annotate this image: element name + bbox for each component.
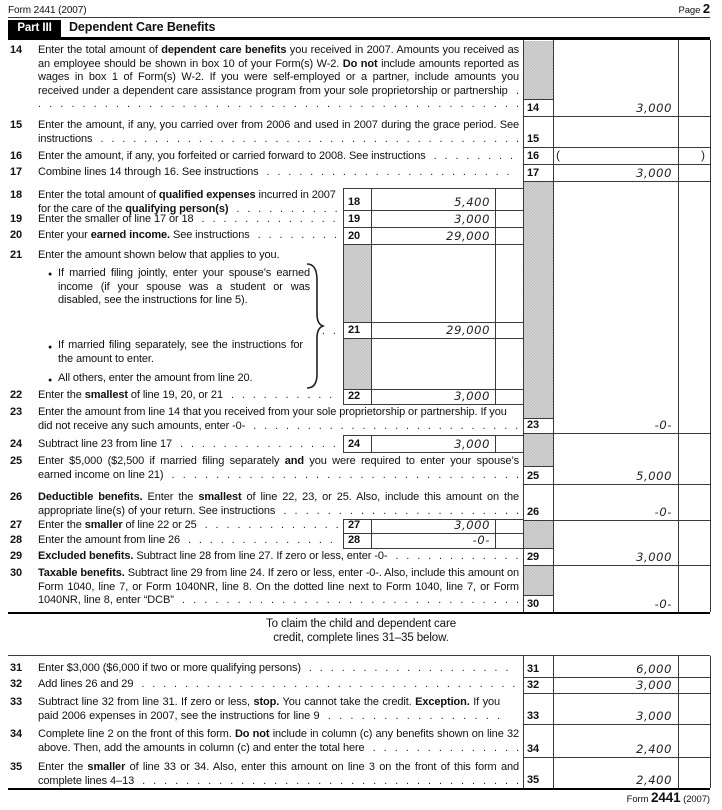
line16-paren-close: ) [701,148,705,162]
line34-box-number: 34 [527,743,540,755]
grid-line [495,435,496,452]
line30-number: 30 [10,567,23,579]
grid-line [553,656,554,788]
footer-form-id [0,791,710,807]
grid-line [343,227,523,228]
line32-amount[interactable]: 3,000 [636,678,672,692]
note-line-2: credit, complete lines 31–35 below. [273,631,449,644]
line27-number: 27 [10,519,23,531]
grid-line [553,40,554,612]
rule [8,17,710,18]
page-indicator [0,2,710,18]
grid-line [523,548,553,549]
line18-text: Enter the total amount of qualified expenses incurred in 2007 for the care of the qualifying person(s) . . . . . . . . . . [38,189,338,215]
line27-box-number: 27 [348,519,361,531]
line26-text: Deductible benefits. Enter the smallest of line 22, 23, or 25. Also, include this amount on the appropriate line(s) of your return. See instructions . . . . . . . . . . . . . . . . . . . . . . [38,491,519,517]
line34-number: 34 [10,728,23,740]
line15-text: Enter the amount, if any, you carried over from 2006 and used in 2007 during the grace period. See instructions . . . . . . . . . . . . . . . . . . . . . . . . . . . . . . . . . . . . . . . [38,119,519,145]
line14-box-number: 14 [527,102,540,114]
bullet-icon: ● [48,344,53,351]
line28-box-number: 28 [348,534,361,546]
line14-amount[interactable]: 3,000 [636,101,672,115]
line30-amount[interactable]: -0- [654,597,672,611]
line16-number: 16 [10,150,23,162]
rule [8,612,710,614]
line33-box-number: 33 [527,710,540,722]
line29-number: 29 [10,550,23,562]
line14-number: 14 [10,44,23,56]
line22-text: Enter the smallest of line 19, 20, or 21 . . . . . . . . . . [38,389,333,401]
line24-number: 24 [10,438,23,450]
bullet-icon: ● [48,377,53,384]
grid-line [678,656,679,788]
line21-intro-text: Enter the amount shown below that applies to you. [38,249,280,261]
line21-bullet1-text: If married filing jointly, enter your spouse’s earned income (if your spouse was a student or was disabled, see the instructions for line 5). [58,267,310,306]
shaded-cell [523,521,553,548]
line27-text: Enter the smaller of line 22 or 25 . . . . . . . . . . . . . [38,519,339,531]
grid-line [343,210,523,211]
grid-line [523,116,711,117]
shaded-cell [523,41,553,99]
line26-number: 26 [10,491,23,503]
line31-text: Enter $3,000 ($6,000 if two or more qualifying persons) . . . . . . . . . . . . . . . . . . . [38,662,509,674]
grid-line [343,322,523,323]
grid-line [523,520,711,521]
line34-text: Complete line 2 on the front of this form. Do not include in column (c) any benefits shown on line 32 above. Then, add the amounts in column (c) and enter the total here . . . . . . . . . . . . . . [38,728,519,754]
rule [8,788,710,790]
line24-box-number: 24 [348,438,361,450]
line33-number: 33 [10,696,23,708]
grid-line [523,757,711,758]
line30-box-number: 30 [527,598,540,610]
line21-number: 21 [10,249,23,261]
grid-line [343,452,523,453]
grid-line [523,164,711,165]
line25-box-number: 25 [527,470,540,482]
line29-amount[interactable]: 3,000 [636,550,672,564]
line25-amount[interactable]: 5,000 [636,469,672,483]
line31-amount[interactable]: 6,000 [636,662,672,676]
grid-line [343,188,523,189]
shaded-cell [343,245,371,322]
line33-text: Subtract line 32 from line 31. If zero or less, stop. You cannot take the credit. Exception. If you paid 2006 expenses in 2007, see the instructions for line 9 . . . . . . . . . . . . . . . . [38,696,500,722]
line31-box-number: 31 [527,663,540,675]
rule [8,37,710,40]
footer-form-word: Form [626,794,649,805]
line19-text: Enter the smaller of line 17 or 18 . . . . . . . . . . . . . [38,213,336,225]
line22-amount[interactable]: 3,000 [454,389,490,403]
line15-number: 15 [10,119,23,131]
grid-line [523,99,553,100]
line23-text: Enter the amount from line 14 that you received from your sole proprietorship or partnership. If you did not receive any such amounts, enter -0- . . . . . . . . . . . . . . . . . . . . . . . . . [38,406,519,432]
line33-amount[interactable]: 3,000 [636,709,672,723]
line21-amount[interactable]: 29,000 [446,323,490,337]
grid-line [343,404,523,405]
grid-line [523,466,553,467]
note-line-1: To claim the child and dependent care [265,618,456,630]
grid-line [523,435,524,452]
line18-amount[interactable]: 5,400 [454,195,490,209]
line16-paren-open: ( [556,148,560,162]
line30-text: Taxable benefits. Subtract line 29 from line 24. If zero or less, enter -0-. Also, include this amount on Form 1040, line 7, or Form 1040NR, line 8. On the dotted line next to Form 1040, line 7, or Form 1040NR, line 8, enter “DCB” . . . . . . . . . . . . . . . . . . . . . . . . . . . . . . . [38,567,519,606]
line35-number: 35 [10,761,23,773]
line18-box-number: 18 [348,196,361,208]
form-id-header: Form 2441 (2007) [8,5,87,16]
line23-box-number: 23 [527,419,540,431]
line26-amount[interactable]: -0- [654,505,672,519]
claim-credit-note [0,618,722,645]
line35-text: Enter the smaller of line 33 or 34. Also, enter this amount on line 3 on the front of this form and complete lines 4–13 . . . . . . . . . . . . . . . . . . . . . . . . . . . . . . . . . . . [38,761,519,787]
line16-text: Enter the amount, if any, you forfeited or carried forward to 2008. See instructions . . . . . . . . [38,150,513,162]
grid-line [343,338,523,339]
grid-line [523,181,711,182]
line17-box-number: 17 [527,167,540,179]
line18-number: 18 [10,189,23,201]
line26-box-number: 26 [527,506,540,518]
grid-line [343,435,523,436]
line20-number: 20 [10,229,23,241]
bullet-icon: ● [48,271,53,278]
line20-text: Enter your earned income. See instructions . . . . . . . . [38,229,337,241]
line25-text: Enter $5,000 ($2,500 if married filing separately and you were required to enter your spouse’s earned income on line 21) . . . . . . . . . . . . . . . . . . . . . . . . . . . . . . . . [38,455,519,481]
line21-bullet3-text: All others, enter the amount from line 20. [58,372,253,384]
grid-line [523,147,711,148]
part-iii-title: Dependent Care Benefits [69,20,216,34]
rule [8,655,710,656]
line29-box-number: 29 [527,551,540,563]
shaded-cell [343,339,371,389]
line17-text: Combine lines 14 through 16. See instructions . . . . . . . . . . . . . . . . . . . . . . . [38,166,510,178]
line15-box-number: 15 [527,133,540,145]
line19-box-number: 19 [348,213,361,225]
line17-amount[interactable]: 3,000 [636,166,672,180]
line28-number: 28 [10,534,23,546]
line22-box-number: 22 [348,390,361,402]
line15-amount[interactable] [556,133,672,147]
line35-amount[interactable]: 2,400 [636,773,672,787]
shaded-cell [523,434,553,466]
line24-text: Subtract line 23 from line 17 . . . . . . . . . . . . . . . [38,438,336,450]
line16-amount[interactable] [560,150,672,164]
grid-line [495,188,496,404]
line19-amount[interactable]: 3,000 [454,212,490,226]
line31-number: 31 [10,662,23,674]
line28-text: Enter the amount from line 26 . . . . . . . . . . . . . . [38,534,333,546]
grid-line [523,693,711,694]
grid-line [678,40,679,612]
grid-line [523,595,553,596]
grid-line [523,484,711,485]
line27-amount[interactable]: 3,000 [454,518,490,532]
grid-line [523,565,711,566]
line22-number: 22 [10,389,23,401]
footer-year: (2007) [683,794,710,805]
line19-number: 19 [10,213,23,225]
line21-box-number: 21 [348,324,361,336]
line29-text: Excluded benefits. Subtract line 28 from line 27. If zero or less, enter -0- . . . . . . . . . . . . [38,550,519,562]
shaded-cell [523,182,553,418]
footer-form-number: 2441 [650,790,681,805]
line21-leader-dots: . . [322,325,336,337]
line21-bullet2-text: If married filing separately, see the instructions for the amount to enter. [58,339,303,365]
line20-box-number: 20 [348,230,361,242]
grid-line [343,244,523,245]
grid-line [523,433,711,434]
line14-text: Enter the total amount of dependent care benefits you received in 2007. Amounts you received as an employee should be shown in box 10 of your Form(s) W-2. Do not include amounts reported as wages in box 1 of Form(s) W-2. If you were self-employed or a partner, include amounts you received under a dependent care assistance program from your sole proprietorship or partnership . . . . . . . . . . . . . . . . . . . . . . . . . . . . . . . . . . . . . . . . . . . . . [38,44,519,110]
line24-amount[interactable]: 3,000 [454,437,490,451]
grid-line [523,677,711,678]
line35-box-number: 35 [527,774,540,786]
grid-line [343,548,523,549]
grid-line [523,40,524,612]
shaded-cell [523,566,553,595]
part-iii-label: Part III [8,20,61,37]
line16-box-number: 16 [527,150,540,162]
grid-line [710,656,711,788]
page-word: Page [678,5,701,16]
line32-text: Add lines 26 and 29 . . . . . . . . . . . . . . . . . . . . . . . . . . . . . . . . . . . [38,678,516,690]
line28-amount[interactable]: -0- [472,533,490,547]
line32-box-number: 32 [527,679,540,691]
grid-line [523,724,711,725]
line23-number: 23 [10,406,23,418]
page-number: 2 [702,1,710,16]
line32-number: 32 [10,678,23,690]
line20-amount[interactable]: 29,000 [446,229,490,243]
line25-number: 25 [10,455,23,467]
grid-line [710,40,711,612]
line17-number: 17 [10,166,23,178]
line23-amount[interactable]: -0- [654,418,672,432]
line34-amount[interactable]: 2,400 [636,742,672,756]
